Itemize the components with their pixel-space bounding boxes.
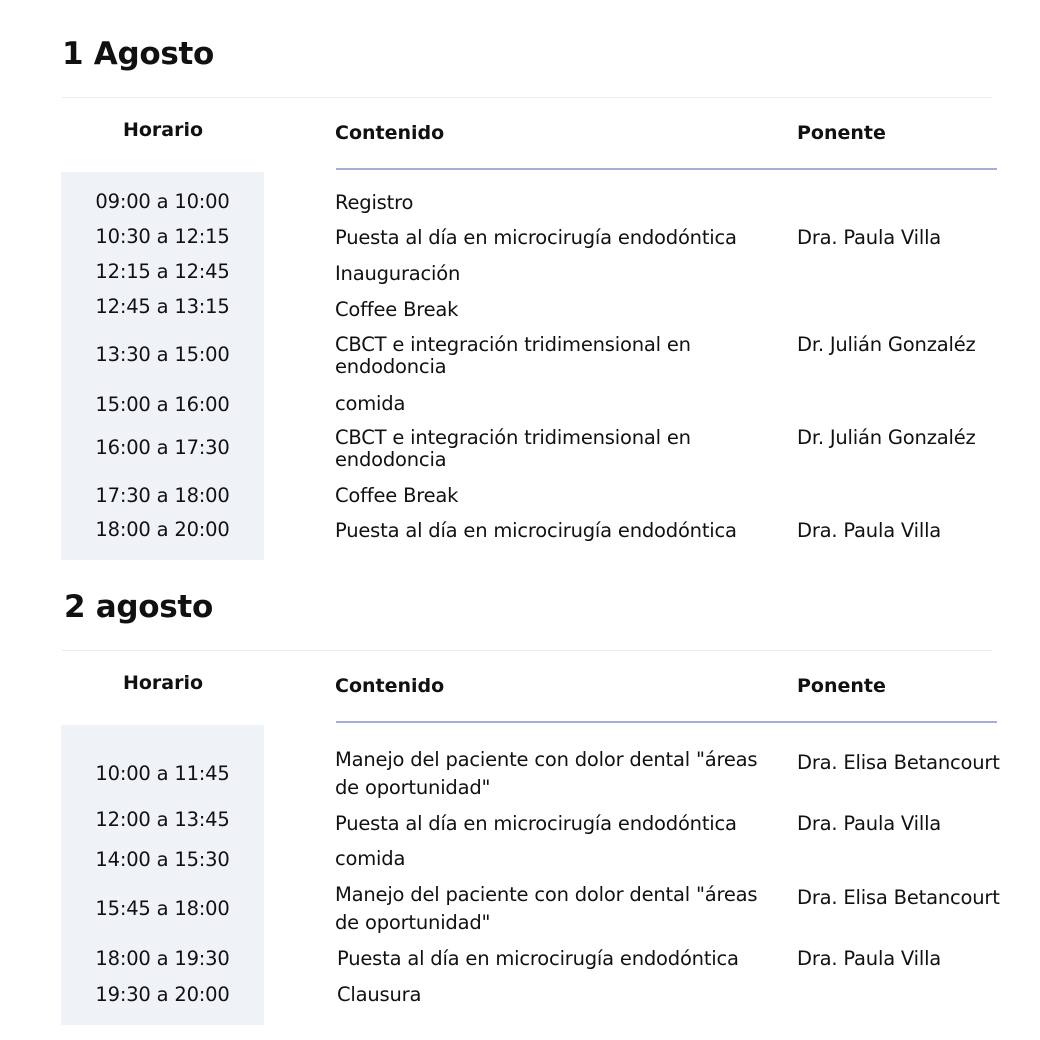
row-speaker: Dr. Julián Gonzaléz xyxy=(797,333,976,356)
row-content: Manejo del paciente con dolor dental "áreas de oportunidad" xyxy=(335,748,758,799)
row-time: 12:15 a 12:45 xyxy=(95,260,230,283)
row-content: Manejo del paciente con dolor dental "áreas de oportunidad" xyxy=(335,883,758,934)
row-content: Registro xyxy=(335,191,414,214)
row-content: Coffee Break xyxy=(335,298,459,321)
day-1-divider xyxy=(62,97,992,98)
row-time: 17:30 a 18:00 xyxy=(95,484,230,507)
row-content: CBCT e integración tridimensional en endodoncia xyxy=(335,426,691,471)
row-time: 13:30 a 15:00 xyxy=(95,343,230,366)
row-time: 10:30 a 12:15 xyxy=(95,225,230,248)
row-content: Puesta al día en microcirugía endodóntica xyxy=(335,519,737,542)
row-speaker: Dra. Paula Villa xyxy=(797,226,942,249)
day-2-header-contenido: Contenido xyxy=(335,675,445,697)
row-time: 18:00 a 20:00 xyxy=(95,518,230,541)
row-speaker: Dra. Paula Villa xyxy=(797,519,942,542)
day-1-header-horario: Horario xyxy=(122,119,204,141)
row-content: comida xyxy=(335,392,406,415)
row-time: 12:45 a 13:15 xyxy=(95,295,230,318)
day-1-header-underline xyxy=(336,168,997,170)
day-2-header-ponente: Ponente xyxy=(797,675,886,697)
row-time: 10:00 a 11:45 xyxy=(95,762,230,785)
row-time: 09:00 a 10:00 xyxy=(95,190,230,213)
day-2-divider xyxy=(62,650,992,651)
row-time: 16:00 a 17:30 xyxy=(95,436,230,459)
row-time: 14:00 a 15:30 xyxy=(95,848,230,871)
row-time: 15:00 a 16:00 xyxy=(95,393,230,416)
row-content: CBCT e integración tridimensional en endodoncia xyxy=(335,333,691,378)
row-time: 19:30 a 20:00 xyxy=(95,983,230,1006)
row-content: Coffee Break xyxy=(335,484,459,507)
row-time: 18:00 a 19:30 xyxy=(95,947,230,970)
row-speaker: Dra. Paula Villa xyxy=(797,812,942,835)
day-2-header-underline xyxy=(336,721,997,723)
row-time: 12:00 a 13:45 xyxy=(95,808,230,831)
row-content: comida xyxy=(335,847,406,870)
row-content: Inauguración xyxy=(335,262,461,285)
row-speaker: Dra. Paula Villa xyxy=(797,947,942,970)
day-1-header-ponente: Ponente xyxy=(797,122,886,144)
day-2-header-horario: Horario xyxy=(122,672,204,694)
day-1-header-contenido: Contenido xyxy=(335,122,445,144)
row-time: 15:45 a 18:00 xyxy=(95,897,230,920)
day-2-title: 2 agosto xyxy=(64,589,213,625)
day-1-title: 1 Agosto xyxy=(62,36,215,72)
row-speaker: Dra. Elisa Betancourt xyxy=(797,886,1000,909)
row-speaker: Dr. Julián Gonzaléz xyxy=(797,426,976,449)
row-content: Puesta al día en microcirugía endodóntica xyxy=(335,812,737,835)
row-speaker: Dra. Elisa Betancourt xyxy=(797,751,1000,774)
row-content: Puesta al día en microcirugía endodóntica xyxy=(337,947,739,970)
row-content: Clausura xyxy=(337,983,422,1006)
row-content: Puesta al día en microcirugía endodóntica xyxy=(335,226,737,249)
